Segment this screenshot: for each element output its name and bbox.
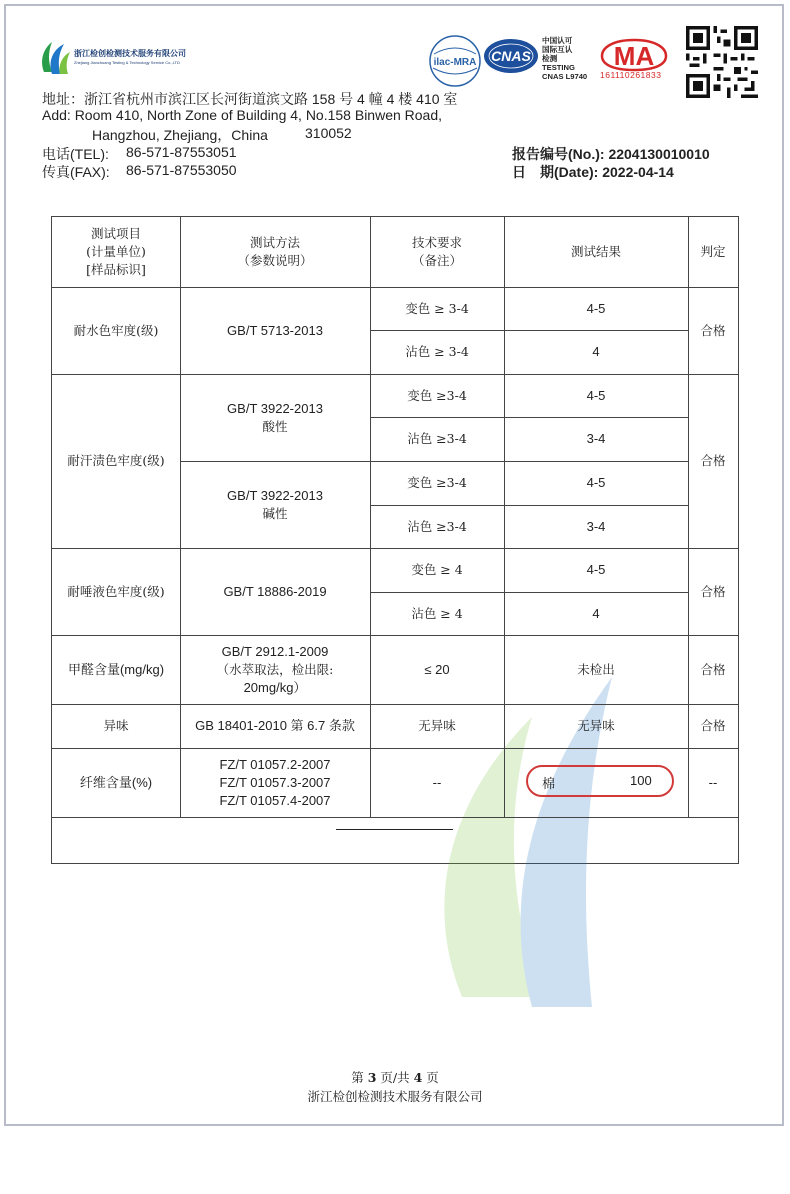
method-note: 酸性 (262, 418, 288, 434)
odor-requirement: 无异味 (418, 718, 456, 733)
ilac-text: ilac-MRA (433, 57, 477, 68)
cnas-caption-line: CNAS L9740 (542, 72, 588, 81)
page-indicator-text: 页/共 (380, 1070, 410, 1085)
water-fastness-req-staining: 沾色 ≥ 3-4 (405, 344, 469, 359)
report-number-label: 报告编号(No.): (512, 146, 605, 162)
cnas-caption-line: TESTING (542, 63, 575, 72)
water-fastness-req-color-change: 变色 ≥ 3-4 (405, 300, 469, 316)
method-text: GB/T 3922-2013 (227, 400, 323, 416)
sweat-acid-req-staining: 沾色 ≥3-4 (407, 431, 467, 446)
water-fastness-res-color-change: 4-5 (586, 300, 606, 316)
formaldehyde-verdict: 合格 (700, 661, 726, 677)
odor-result: 无异味 (577, 718, 615, 733)
sweat-fastness-verdict: 合格 (700, 453, 726, 468)
cnas-caption-line: 中国认可 (542, 36, 573, 45)
ma-text: MA (613, 41, 655, 71)
odor-method: GB 18401-2010 第 6.7 条款 (195, 718, 355, 733)
sweat-acid-res-staining: 3-4 (586, 431, 606, 446)
formaldehyde-method (180, 635, 370, 704)
fiber-content-result-label: 棉 (542, 777, 556, 792)
method-text: FZ/T 01057.3-2007 (219, 774, 331, 790)
method-text: GB/T 2912.1-2009 (221, 643, 329, 659)
header-verdict: 判定 (700, 244, 726, 259)
method-note: 碱性 (262, 505, 288, 521)
saliva-res-color-change: 4-5 (586, 562, 606, 577)
header-text: (计量单位) (86, 244, 146, 259)
sweat-acid-res-color-change: 4-5 (586, 387, 606, 403)
water-fastness-method: GB/T 5713-2013 (227, 322, 323, 338)
saliva-req-staining: 沾色 ≥ 4 (411, 605, 463, 621)
header-text: 测试项目 (90, 226, 141, 241)
footer-company: 浙江检创检测技术服务有限公司 (307, 1089, 483, 1104)
saliva-res-staining: 4 (592, 605, 600, 621)
sweat-alkaline-req-color-change: 变色 ≥3-4 (407, 475, 467, 490)
sweat-alkaline-res-staining: 3-4 (586, 518, 606, 534)
odor-item: 异味 (103, 718, 129, 733)
qr-code (686, 26, 758, 98)
water-fastness-verdict: 合格 (700, 322, 726, 338)
header-test-item (52, 217, 180, 287)
formaldehyde-item: 甲醛含量(mg/kg) (67, 661, 165, 677)
header-text: [样品标识] (86, 262, 146, 277)
fiber-content-verdict: -- (708, 774, 718, 790)
report-date-value: 2022-04-14 (602, 164, 674, 180)
header-result: 测试结果 (570, 244, 621, 259)
address-postcode: 310052 (305, 125, 352, 141)
sweat-acid-req-color-change: 变色 ≥3-4 (407, 387, 467, 403)
report-date-label: 日 期(Date): (512, 164, 599, 180)
fiber-content-requirement: -- (432, 774, 442, 790)
tel-label: 电话(TEL): (42, 146, 109, 162)
company-logo (38, 38, 238, 78)
sweat-fastness-method-acid (180, 374, 370, 461)
address-en-line2: Hangzhou, Zhejiang，China (92, 127, 268, 143)
saliva-fastness-item: 耐唾液色牢度(级) (67, 583, 165, 599)
page-indicator (0, 1068, 790, 1086)
fax-label: 传真(FAX): (42, 164, 110, 180)
header-text: 测试方法 (249, 235, 300, 250)
fiber-content-method (180, 748, 370, 817)
method-text: FZ/T 01057.4-2007 (219, 792, 331, 808)
header-text: （参数说明） (237, 253, 313, 268)
cnas-caption-line: 国际互认 (542, 45, 573, 54)
sweat-alkaline-res-color-change: 4-5 (586, 475, 606, 490)
sweat-alkaline-req-staining: 沾色 ≥3-4 (407, 518, 467, 534)
header-text: （备注） (411, 253, 462, 268)
address-cn: 地址：浙江省杭州市滨江区长河街道滨文路 158 号 4 幢 4 楼 410 室 (42, 91, 458, 107)
method-note: 20mg/kg） (243, 679, 307, 695)
header-requirement (370, 217, 504, 287)
header-text: 技术要求 (411, 235, 462, 250)
method-note: （水萃取法，检出限: (216, 661, 334, 677)
method-text: GB/T 3922-2013 (227, 487, 323, 503)
results-table (51, 216, 739, 864)
page-total: 4 (413, 1070, 423, 1085)
fiber-content-item: 纤维含量(%) (79, 774, 153, 790)
cnas-caption-line: 检测 (542, 54, 558, 63)
tel-number: 86-571-87553051 (126, 144, 237, 160)
page-current: 3 (367, 1070, 377, 1085)
sweat-fastness-method-alkaline (180, 461, 370, 548)
report-number (512, 144, 710, 164)
cma-number: 161110261833 (600, 70, 662, 80)
saliva-fastness-method: GB/T 18886-2019 (223, 583, 327, 599)
method-text: FZ/T 01057.2-2007 (219, 756, 331, 772)
company-name-cn: 浙江检创检测技术服务有限公司 (74, 49, 186, 58)
cnas-caption (542, 36, 587, 81)
water-fastness-item: 耐水色牢度(级) (73, 322, 159, 338)
address-en-line1: Add: Room 410, North Zone of Building 4, No.158 Binwen Road, (42, 107, 443, 123)
cnas-logo (482, 36, 540, 76)
cnas-text: CNAS (491, 48, 531, 64)
formaldehyde-result: 未检出 (577, 661, 615, 677)
formaldehyde-requirement: ≤ 20 (424, 661, 450, 677)
company-logo-icon (38, 38, 72, 76)
saliva-req-color-change: 变色 ≥ 4 (411, 562, 463, 577)
end-of-table-rule (336, 829, 453, 830)
ilac-mra-logo (428, 34, 482, 88)
water-fastness-res-staining: 4 (592, 344, 600, 359)
saliva-fastness-verdict: 合格 (700, 583, 726, 599)
header-test-method (180, 217, 370, 287)
page-indicator-text: 页 (426, 1070, 439, 1085)
odor-verdict: 合格 (700, 718, 726, 733)
fiber-content-result-value: 100 (630, 773, 652, 788)
report-number-value: 2204130010010 (608, 146, 710, 162)
company-name-en: Zhejiang Jianchuang Testing & Technology Service Co.,LTD (74, 60, 180, 65)
fax-number: 86-571-87553050 (126, 162, 237, 178)
fiber-content-result-highlight (526, 765, 674, 797)
page-indicator-text: 第 (351, 1070, 364, 1085)
sweat-fastness-item: 耐汗渍色牢度(级) (67, 453, 165, 468)
report-date (512, 162, 674, 182)
